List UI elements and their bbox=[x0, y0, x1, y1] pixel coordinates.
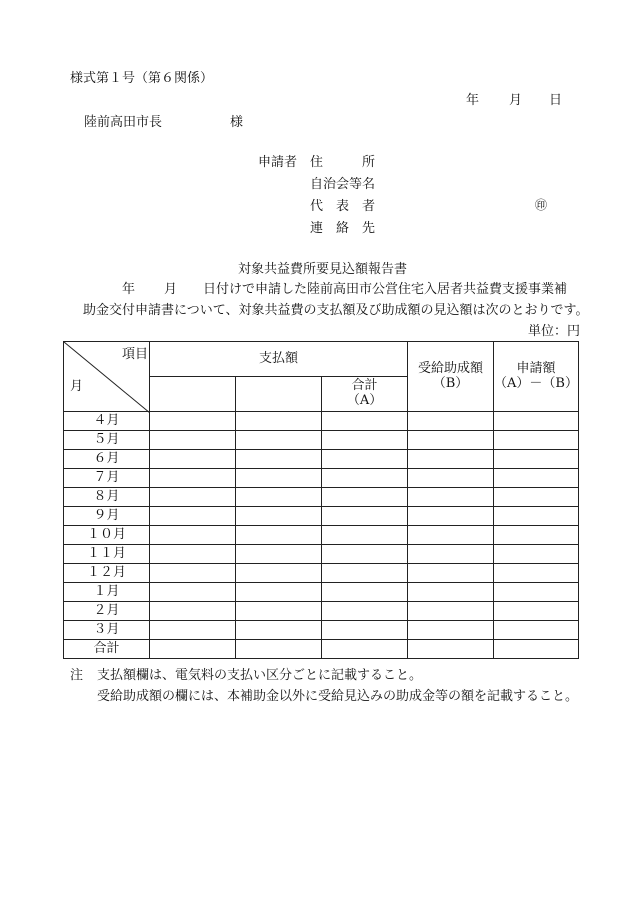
value-cell bbox=[408, 412, 494, 431]
date-year: 年 bbox=[466, 93, 480, 108]
table-row bbox=[64, 640, 579, 659]
value-cell bbox=[322, 507, 408, 526]
value-cell bbox=[408, 640, 494, 659]
value-cell bbox=[150, 450, 236, 469]
report-table bbox=[63, 341, 579, 659]
note-1: 支払額欄は、電気料の支払い区分ごとに記載すること。 bbox=[97, 668, 423, 683]
table-row bbox=[64, 450, 579, 469]
value-cell bbox=[236, 545, 322, 564]
date-day: 日 bbox=[549, 93, 563, 108]
value-cell bbox=[408, 621, 494, 640]
note-prefix: 注 bbox=[70, 668, 84, 683]
value-cell bbox=[408, 545, 494, 564]
note-2: 受給助成額の欄には、本補助金以外に受給見込みの助成金等の額を記載すること。 bbox=[97, 689, 579, 704]
value-cell bbox=[150, 488, 236, 507]
month-cell: １０月 bbox=[64, 526, 150, 545]
month-cell: ７月 bbox=[64, 469, 150, 488]
value-cell bbox=[236, 469, 322, 488]
value-cell bbox=[236, 507, 322, 526]
value-cell bbox=[150, 431, 236, 450]
value-cell bbox=[408, 564, 494, 583]
value-cell bbox=[322, 431, 408, 450]
value-cell bbox=[236, 602, 322, 621]
total-a-header bbox=[322, 377, 408, 412]
received-header-line2: （B） bbox=[432, 375, 469, 391]
month-cell: ９月 bbox=[64, 507, 150, 526]
unit-label: 単位：円 bbox=[528, 324, 581, 339]
payment-header: 支払額 bbox=[150, 342, 408, 377]
table-row bbox=[64, 431, 579, 450]
value-cell bbox=[150, 621, 236, 640]
addressee-name: 陸前高田市長 bbox=[84, 115, 163, 130]
value-cell bbox=[494, 431, 579, 450]
request-header bbox=[494, 342, 579, 412]
table-row bbox=[64, 602, 579, 621]
value-cell bbox=[408, 602, 494, 621]
value-cell bbox=[150, 469, 236, 488]
value-cell bbox=[150, 640, 236, 659]
value-cell bbox=[322, 450, 408, 469]
value-cell bbox=[408, 450, 494, 469]
month-cell: １月 bbox=[64, 583, 150, 602]
request-header-line1: 申請額 bbox=[516, 360, 556, 376]
month-cell: ３月 bbox=[64, 621, 150, 640]
request-header-line2: （A）－（B） bbox=[494, 375, 578, 391]
value-cell bbox=[322, 564, 408, 583]
received-header bbox=[408, 342, 494, 412]
table-row bbox=[64, 583, 579, 602]
body-line2: 助金交付申請書について、対象共益費の支払額及び助成額の見込額は次のとおりです。 bbox=[83, 303, 589, 318]
document-title: 対象共益費所要見込額報告書 bbox=[238, 262, 408, 277]
applicant-contact: 連 絡 先 bbox=[310, 221, 376, 236]
received-header-line1: 受給助成額 bbox=[418, 360, 484, 376]
value-cell bbox=[236, 488, 322, 507]
value-cell bbox=[408, 431, 494, 450]
value-cell bbox=[408, 526, 494, 545]
month-cell: ８月 bbox=[64, 488, 150, 507]
value-cell bbox=[322, 602, 408, 621]
value-cell bbox=[408, 488, 494, 507]
date-month: 月 bbox=[509, 93, 523, 108]
month-cell: ４月 bbox=[64, 412, 150, 431]
value-cell bbox=[494, 450, 579, 469]
value-cell bbox=[494, 526, 579, 545]
value-cell bbox=[236, 621, 322, 640]
body-month: 月 bbox=[164, 282, 178, 297]
table-row bbox=[64, 507, 579, 526]
month-cell: ２月 bbox=[64, 602, 150, 621]
value-cell bbox=[150, 545, 236, 564]
value-cell bbox=[494, 469, 579, 488]
value-cell bbox=[150, 507, 236, 526]
table-row bbox=[64, 526, 579, 545]
month-cell: １２月 bbox=[64, 564, 150, 583]
payment-subcol-2 bbox=[236, 377, 322, 412]
form-number: 様式第１号（第６関係） bbox=[70, 71, 214, 86]
month-cell: １１月 bbox=[64, 545, 150, 564]
table-row bbox=[64, 545, 579, 564]
addressee-honorific: 様 bbox=[230, 115, 244, 130]
value-cell bbox=[494, 602, 579, 621]
value-cell bbox=[322, 583, 408, 602]
total-a-line1: 合計 bbox=[351, 378, 378, 394]
applicant-label: 申請者 bbox=[258, 155, 298, 170]
table-row bbox=[64, 564, 579, 583]
month-cell: ６月 bbox=[64, 450, 150, 469]
payment-subcol-1 bbox=[150, 377, 236, 412]
value-cell bbox=[322, 488, 408, 507]
value-cell bbox=[236, 564, 322, 583]
value-cell bbox=[322, 545, 408, 564]
value-cell bbox=[150, 564, 236, 583]
value-cell bbox=[236, 431, 322, 450]
value-cell bbox=[408, 469, 494, 488]
value-cell bbox=[236, 450, 322, 469]
body-year: 年 bbox=[122, 282, 136, 297]
value-cell bbox=[494, 583, 579, 602]
applicant-representative: 代 表 者 bbox=[310, 199, 376, 214]
value-cell bbox=[150, 412, 236, 431]
applicant-association: 自治会等名 bbox=[310, 177, 376, 192]
value-cell bbox=[494, 507, 579, 526]
value-cell bbox=[236, 412, 322, 431]
value-cell bbox=[322, 640, 408, 659]
table-row bbox=[64, 621, 579, 640]
month-cell: ５月 bbox=[64, 431, 150, 450]
total-a-line2: （A） bbox=[346, 393, 383, 408]
value-cell bbox=[494, 564, 579, 583]
corner-month-label: 月 bbox=[70, 379, 84, 394]
value-cell bbox=[408, 583, 494, 602]
applicant-address: 住 所 bbox=[310, 155, 376, 170]
value-cell bbox=[408, 507, 494, 526]
table-row bbox=[64, 412, 579, 431]
seal-mark: ㊞ bbox=[535, 198, 548, 212]
value-cell bbox=[236, 583, 322, 602]
corner-item-label: 項目 bbox=[122, 347, 149, 362]
value-cell bbox=[494, 621, 579, 640]
value-cell bbox=[494, 488, 579, 507]
value-cell bbox=[494, 640, 579, 659]
value-cell bbox=[150, 526, 236, 545]
value-cell bbox=[236, 640, 322, 659]
table-row bbox=[64, 488, 579, 507]
value-cell bbox=[150, 583, 236, 602]
value-cell bbox=[494, 545, 579, 564]
value-cell bbox=[236, 526, 322, 545]
month-cell: 合計 bbox=[64, 640, 150, 659]
value-cell bbox=[322, 621, 408, 640]
value-cell bbox=[322, 526, 408, 545]
body-line1-rest: 日付けで申請した陸前高田市公営住宅入居者共益費支援事業補 bbox=[203, 282, 568, 297]
table-row bbox=[64, 469, 579, 488]
value-cell bbox=[322, 469, 408, 488]
corner-header-cell bbox=[64, 342, 150, 412]
value-cell bbox=[150, 602, 236, 621]
value-cell bbox=[322, 412, 408, 431]
value-cell bbox=[494, 412, 579, 431]
